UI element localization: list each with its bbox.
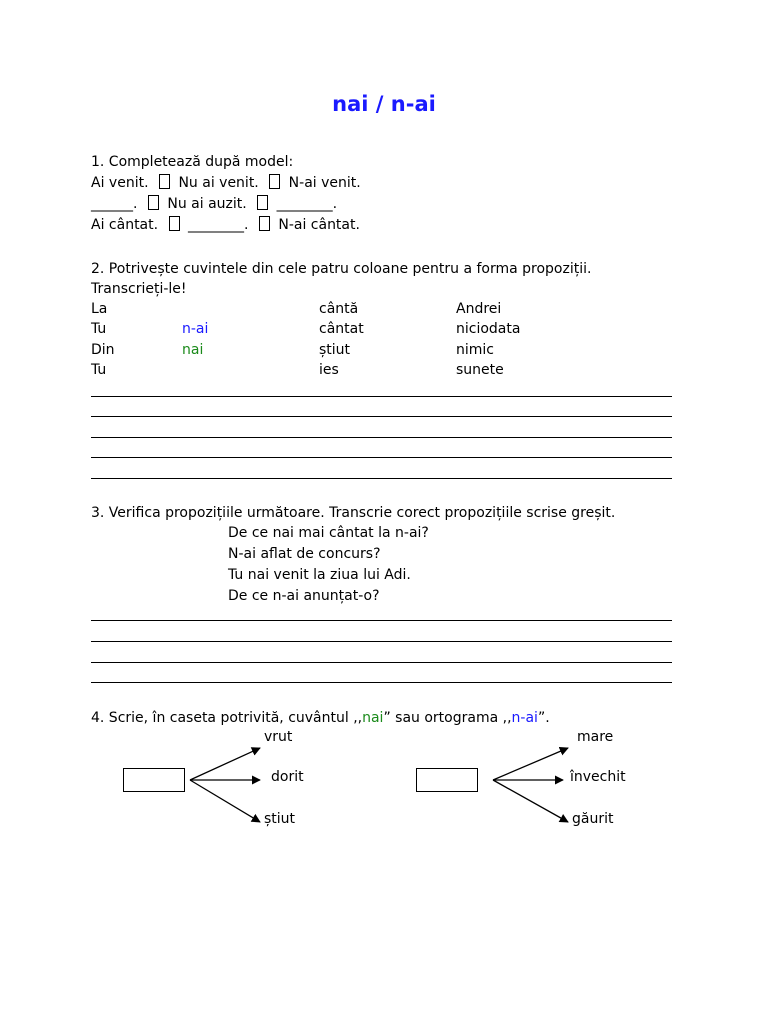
ex2-col2-cell: nai (182, 342, 204, 358)
page-title: nai / n-ai (332, 92, 436, 116)
ex3-sentence: Tu nai venit la ziua lui Adi. (228, 567, 411, 583)
ex1-row-c: N-ai venit. (288, 175, 361, 191)
ex1-row-c: N-ai cântat. (278, 217, 360, 233)
ex1-row-a: ______. (91, 196, 138, 212)
ex2-heading-2: Transcrieți-le! (91, 281, 187, 297)
ex3-sentence: De ce n-ai anunțat-o? (228, 588, 380, 604)
ex4-right-word: găurit (572, 811, 614, 827)
ex4-left-word: dorit (271, 769, 304, 785)
ex2-col3-cell: cântă (319, 301, 359, 317)
ex3-sentence: N-ai aflat de concurs? (228, 546, 381, 562)
ex2-col1-cell: Din (91, 342, 115, 358)
ex2-heading: 2. Potrivește cuvintele din cele patru coloane pentru a forma propoziții. (91, 261, 592, 277)
ex2-col4-cell: Andrei (456, 301, 502, 317)
ex1-row-b: Nu ai venit. (178, 175, 259, 191)
ex3-sentence: De ce nai mai cântat la n-ai? (228, 525, 429, 541)
ex1-row-b: Nu ai auzit. (167, 196, 247, 212)
answer-box-left[interactable] (123, 768, 185, 792)
ex4-heading-pre: 4. Scrie, în caseta potrivită, cuvântul ,, (91, 710, 363, 726)
ex4-right-word: învechit (570, 769, 626, 785)
answer-box-right[interactable] (416, 768, 478, 792)
arrow-icon (190, 748, 260, 780)
ex4-left-word: știut (264, 811, 296, 827)
arrow-icon (493, 748, 568, 780)
arrow-icon (493, 780, 568, 822)
ex2-col4-cell: nimic (456, 342, 494, 358)
ex2-col1-cell: Tu (91, 362, 107, 378)
ex1-row-b: ________. (187, 217, 249, 233)
ex4-word-nai: nai (362, 710, 384, 726)
ex2-col1-cell: Tu (91, 321, 107, 337)
ex2-col3-cell: știut (319, 342, 351, 358)
ex1-row-c: ________. (276, 196, 338, 212)
ex1-row-a: Ai venit. (91, 175, 149, 191)
ex2-col1-cell: La (91, 301, 108, 317)
ex2-col3-cell: ies (319, 362, 339, 378)
ex2-col4-cell: sunete (456, 362, 504, 378)
ex2-col2-cell: n-ai (182, 321, 209, 337)
ex4-heading-post: ”. (537, 710, 550, 726)
ex4-right-word: mare (577, 729, 614, 745)
ex4-word-n-ai: n-ai (511, 710, 538, 726)
ex4-left-word: vrut (264, 729, 293, 745)
ex3-heading: 3. Verifica propozițiile următoare. Transcrie corect propozițiile scrise greșit. (91, 505, 616, 521)
ex1-row-a: Ai cântat. (91, 217, 159, 233)
arrow-icon (190, 780, 260, 822)
ex4-heading-mid: ” sau ortograma ,, (383, 710, 512, 726)
ex2-col3-cell: cântat (319, 321, 364, 337)
ex1-heading: 1. Completează după model: (91, 154, 294, 170)
ex2-col4-cell: niciodata (456, 321, 521, 337)
